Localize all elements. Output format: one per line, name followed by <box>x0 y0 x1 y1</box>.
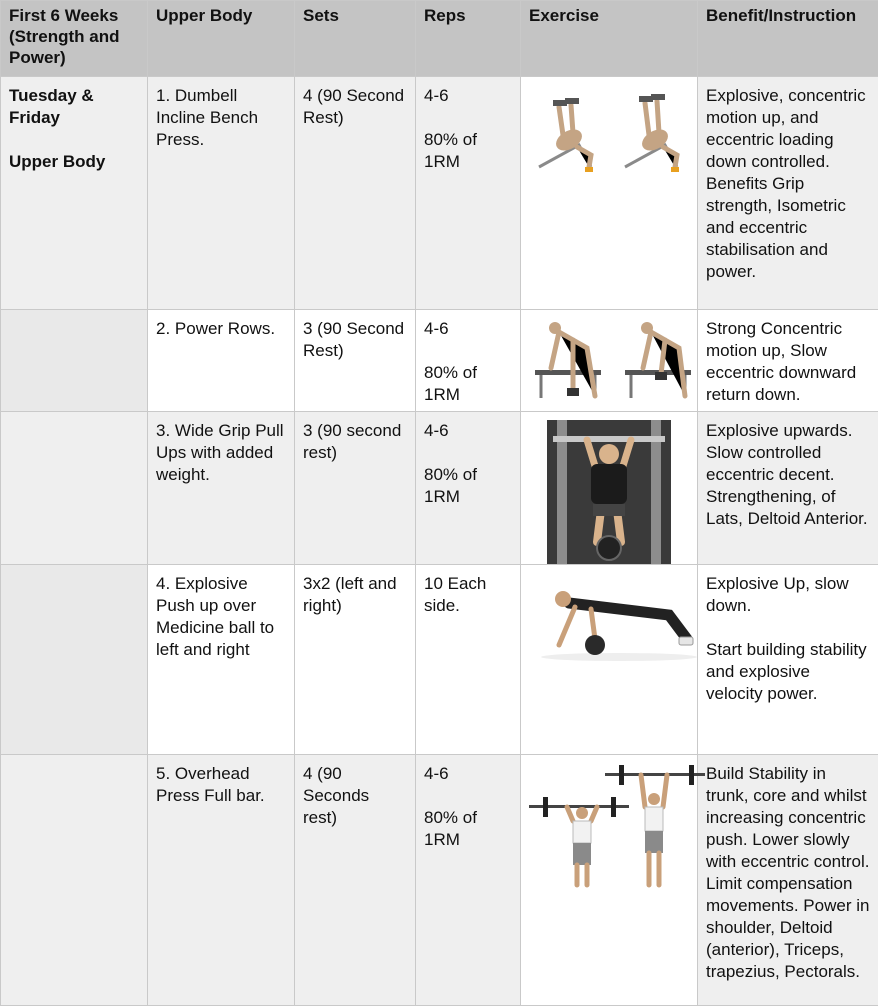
exercise-name: 4. Explosive Push up over Medicine ball to left and right <box>148 565 295 755</box>
weighted-pull-up-photo <box>547 420 671 564</box>
overhead-press-illustration <box>529 763 705 893</box>
table-row <box>1 755 878 1006</box>
reps-value: 10 Each side. <box>416 565 521 755</box>
day-cell <box>1 77 148 310</box>
header-reps: Reps <box>416 1 521 77</box>
day-cell-empty <box>1 565 148 755</box>
exercise-image <box>521 412 698 565</box>
exercise-name: 2. Power Rows. <box>148 310 295 412</box>
exercise-image <box>521 755 698 1006</box>
table-row <box>1 310 878 412</box>
header-upper-body: Upper Body <box>148 1 295 77</box>
day-cell-empty <box>1 310 148 412</box>
day-cell-empty <box>1 755 148 1006</box>
exercise-image <box>521 565 698 755</box>
sets-value: 4 (90 Second Rest) <box>295 77 416 310</box>
exercise-name: 5. Overhead Press Full bar. <box>148 755 295 1006</box>
header-exercise: Exercise <box>521 1 698 77</box>
reps-value: 4-6 80% of 1RM <box>416 755 521 1006</box>
reps-value: 4-6 80% of 1RM <box>416 77 521 310</box>
exercise-name: 3. Wide Grip Pull Ups with added weight. <box>148 412 295 565</box>
medicine-ball-push-up-photo <box>529 573 699 663</box>
header-row <box>1 1 878 77</box>
day-cell-empty <box>1 412 148 565</box>
incline-dumbbell-press-illustration <box>529 85 699 185</box>
table-row <box>1 412 878 565</box>
benefit-text: Explosive Up, slow down. Start building stability and explosive velocity power. <box>698 565 878 755</box>
exercise-image <box>521 77 698 310</box>
day-focus-label: Upper Body <box>9 151 139 173</box>
benefit-text: Explosive upwards. Slow controlled eccentric decent. Strengthening, of Lats, Deltoid Anterior. <box>698 412 878 565</box>
day-label: Tuesday & Friday <box>9 85 139 129</box>
sets-value: 3x2 (left and right) <box>295 565 416 755</box>
table-row <box>1 77 878 310</box>
benefit-text: Strong Concentric motion up, Slow eccentric downward return down. <box>698 310 878 412</box>
exercise-image <box>521 310 698 412</box>
sets-value: 3 (90 Second Rest) <box>295 310 416 412</box>
exercise-name: 1. Dumbell Incline Bench Press. <box>148 77 295 310</box>
header-sets: Sets <box>295 1 416 77</box>
reps-value: 4-6 80% of 1RM <box>416 310 521 412</box>
sets-value: 3 (90 second rest) <box>295 412 416 565</box>
reps-value: 4-6 80% of 1RM <box>416 412 521 565</box>
header-benefit: Benefit/Instruction <box>698 1 878 77</box>
benefit-text: Build Stability in trunk, core and whilst increasing concentric push. Lower slowly with eccentric control. Limit compensation movements. Power in shoulder, Deltoid (anterior), Triceps, trapezius, Pectorals. <box>698 755 878 1006</box>
benefit-text: Explosive, concentric motion up, and eccentric loading down controlled. Benefits Grip strength, Isometric and eccentric stabilisation and power. <box>698 77 878 310</box>
dumbbell-row-illustration <box>529 318 699 410</box>
sets-value: 4 (90 Seconds rest) <box>295 755 416 1006</box>
table-row <box>1 565 878 755</box>
header-phase: First 6 Weeks (Strength and Power) <box>1 1 148 77</box>
